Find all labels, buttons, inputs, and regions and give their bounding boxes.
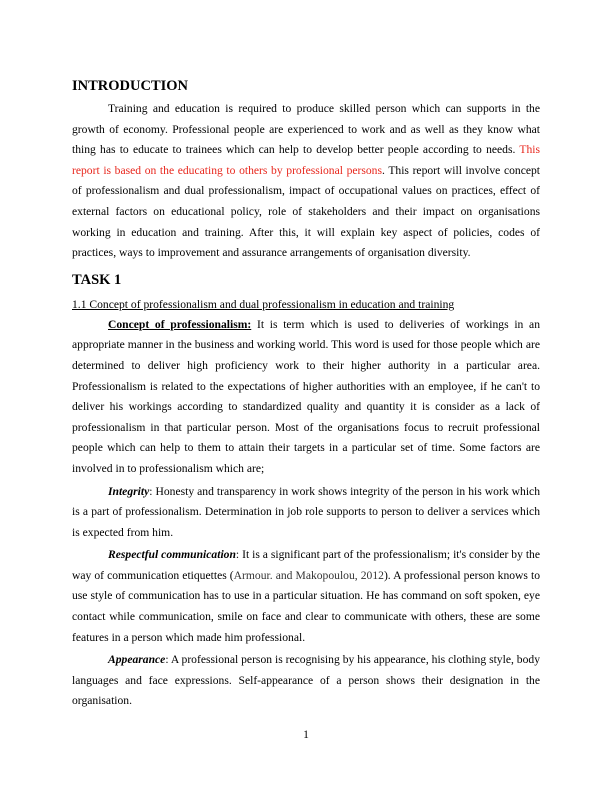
- introduction-highlight: This report is based on the educating to others by professional persons: [72, 143, 540, 177]
- task1-heading: TASK 1: [72, 271, 122, 288]
- introduction-paragraph: [72, 99, 540, 264]
- integrity-text: : Honesty and transparency in work shows integrity of the person in his work which is a part of professionalism. Determination in job role supports to person to deliver a services which is expected from him.: [72, 484, 540, 539]
- respect-term: Respectful communication: [108, 548, 236, 562]
- concept-text: It is term which is used to deliveries of workings in an appropriate manner in the business and working world. This word is used for those people which are determined to deliver high proficiency work to their higher authority in a particular area. Professionalism is related to the expectations of higher authorities with an employee, if he can't to deliver his workings according to standardized quality and quantity it is consider as a lack of professionalism in that particular person. Most of the organisations focus to recruit professional people which can help to them to attain their targets in a particular set of time. Some factors are involved in to professionalism which are;: [72, 317, 540, 475]
- concept-term: Concept of professionalism:: [108, 317, 252, 331]
- section-1-1-subheading: 1.1 Concept of professionalism and dual professionalism in education and training: [72, 297, 455, 311]
- integrity-term: Integrity: [108, 484, 150, 498]
- concept-paragraph: [72, 315, 540, 480]
- respect-text-b: ). A professional person knows to use style of communication has to use in a particular situation. He has command on soft spoken, eye contact while communication, smile on face and clear to communicate with others, these are some features in a person which made him professional.: [72, 568, 541, 644]
- introduction-text-a: Training and education is required to produce skilled person which can supports in the growth of economy. Professional people are experienced to work and as well as they know what thing has to educate to trainees which can help to develop better people according to needs.: [72, 102, 540, 157]
- respect-paragraph: [72, 545, 540, 648]
- introduction-heading: INTRODUCTION: [72, 78, 189, 94]
- page-number: 1: [303, 728, 309, 741]
- integrity-paragraph: [72, 482, 540, 544]
- respect-text-a: : It is a significant part of the professionalism; it's consider by the way of communication etiquettes (: [72, 548, 540, 582]
- appearance-term: Appearance: [108, 653, 166, 667]
- appearance-text: : A professional person is recognising by his appearance, his clothing style, body languages and face expressions. Self-appearance of a person shows their designation in the organisation.: [72, 653, 540, 708]
- introduction-text-b: . This report will involve concept of professionalism and dual professionalism, impact of occupational values on practices, effect of external factors on educational policy, role of stakeholders and their impact on organisations working in education and training. After this, it will explain key aspect of policies, codes of practices, ways to improvement and assurance arrangements of organisation diversity.: [72, 163, 541, 260]
- document-page: [72, 76, 540, 712]
- appearance-paragraph: [72, 650, 540, 712]
- respect-citation: Armour. and Makopoulou, 2012: [233, 568, 384, 582]
